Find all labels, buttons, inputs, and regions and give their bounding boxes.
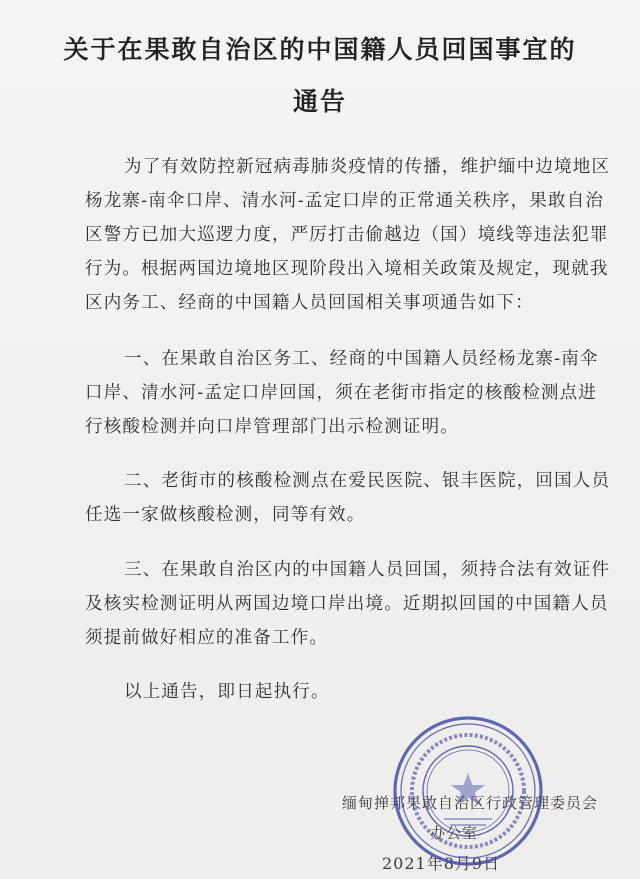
official-seal-icon — [392, 715, 544, 867]
paragraph-1-line-2: 杨龙寨-南伞口岸、清水河-孟定口岸的正常通关秩序，果敢自治 — [85, 191, 605, 211]
paragraph-5-line-1: 以上通告，即日起执行。 — [124, 682, 330, 702]
paragraph-1-line-1: 为了有效防控新冠病毒肺炎疫情的传播，维护缅中边境地区 — [124, 157, 611, 177]
issuer-office: 办公室 — [430, 824, 479, 842]
paragraph-4-line-3: 须提前做好相应的准备工作。 — [85, 628, 329, 648]
paragraph-2-line-2: 口岸、清水河-孟定口岸回国，须在老街市指定的核酸检测点进 — [85, 383, 598, 403]
paragraph-4-line-2: 及核实检测证明从两国边境口岸出境。近期拟回国的中国籍人员 — [85, 594, 609, 614]
paragraph-1-line-5: 区内务工、经商的中国籍人员回国相关事项通告如下： — [85, 293, 534, 313]
paragraph-1-line-4: 行为。根据两国边境地区现阶段出入境相关政策及规定，现就我 — [85, 259, 609, 279]
notice-title-line2: 通告 — [292, 87, 347, 116]
paragraph-3-line-2: 任选一家做核酸检测，同等有效。 — [85, 505, 366, 525]
paragraph-3-line-1: 二、老街市的核酸检测点在爱民医院、银丰医院，回国人员 — [124, 471, 611, 491]
paragraph-1-line-3: 区警方已加大巡逻力度，严厉打击偷越边（国）境线等违法犯罪 — [85, 225, 609, 245]
issue-date: 2021年8月9日 — [382, 854, 501, 873]
issuer-name: 缅甸掸邦果敢自治区行政管理委员会 — [342, 794, 599, 812]
paragraph-4-line-1: 三、在果敢自治区内的中国籍人员回国，须持合法有效证件 — [124, 560, 611, 580]
paragraph-2-line-3: 行核酸检测并向口岸管理部门出示检测证明。 — [85, 417, 459, 437]
paragraph-2-line-1: 一、在果敢自治区务工、经商的中国籍人员经杨龙寨-南伞 — [124, 349, 599, 369]
notice-title-line1: 关于在果敢自治区的中国籍人员回国事宜的 — [63, 35, 577, 64]
